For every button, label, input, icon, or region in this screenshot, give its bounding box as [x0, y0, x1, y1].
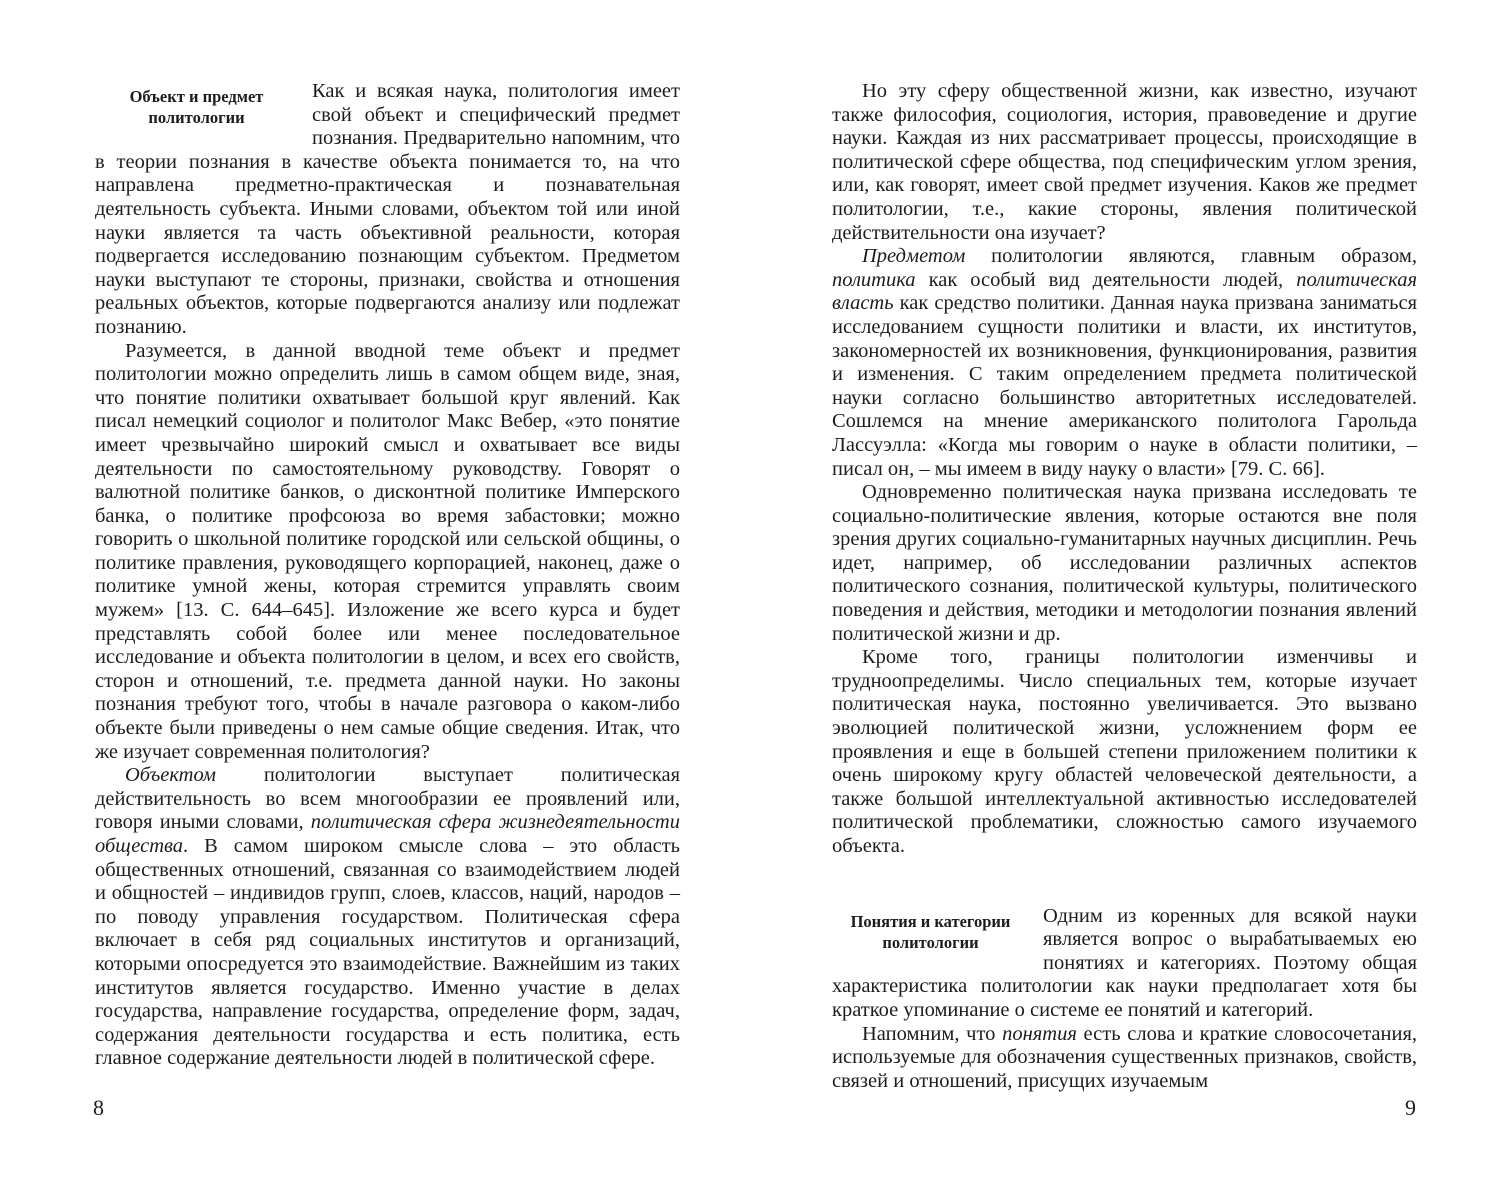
paragraph [95, 764, 680, 1071]
body-text: политологии являются, главным образом, [965, 245, 1417, 268]
paragraph [832, 80, 1417, 245]
body-text: Напомним, что [862, 1022, 1003, 1045]
paragraph [832, 1023, 1417, 1094]
body-text: Разумеется, в данной вводной теме объект и предмет политологии можно определить лишь в самом общем виде, зная, что понятие политики охватывает большой круг явлений. Как писал немецкий социолог и политолог Макс Вебер, «это понятие имеет чрезвычайно широкий смысл и охватывает все виды деятельности по самостоятельному руководству. Говорят о валютной политике банков, о дисконтной политике Имперского банка, о политике профсоюза во время забастовки; можно говорить о школьной политике городской или сельской общины, о политике правления, руководящего корпорацией, наконец, даже о политике умной жены, которая стремится управлять своим мужем» [13. С. 644–645]. Изложение же всего курса и будет представлять собой более или менее последовательное исследование и объекта политологии в целом, и всех его свойств, сторон и отношений, т.е. предмета данной науки. Но законы познания требуют того, чтобы в начале разговора о каком-либо объекте были приведены о нем самые общие сведения. Итак, что же изучает современная политология? [95, 339, 680, 763]
section-spacer [832, 859, 1417, 905]
page-number-right: 9 [1405, 1095, 1416, 1120]
right-page [832, 80, 1417, 1093]
paragraph [832, 481, 1417, 646]
section-heading-object-subject: Объект и предмет политологии [129, 87, 264, 127]
body-text: как особый вид деятельности людей, [915, 268, 1297, 291]
paragraph [832, 646, 1417, 858]
emphasis-text: политика [832, 268, 916, 291]
body-text: Одним из коренных для всякой науки является вопрос о вырабатываемых ею понятиях и категориях. Поэтому общая характеристика политологии как науки предполагает хотя бы краткое упоминание о системе ее понятий и категорий. [832, 904, 1417, 1021]
emphasis-text: Предметом [862, 245, 966, 268]
body-text: как средство политики. Данная наука призвана заниматься исследованием сущности политики и власти, их институтов, закономерностей их возникновения, функционирования, развития и изменения. С таким определением предмета политической науки согласно большинство авторитетных исследователей. Сошлемся на мнение американского политолога Гарольда Лассуэлла: «Когда мы говорим о науке в области политики, – писал он, – мы имеем в виду науку о власти» [79. С. 66]. [832, 292, 1417, 480]
paragraph [832, 245, 1417, 481]
body-text: политологии выступает политическая действительность во всем многообразии ее проявлений или, говоря иными словами, [95, 764, 680, 834]
emphasis-text: политическая власть [832, 268, 1417, 315]
emphasis-text: понятия [1002, 1022, 1077, 1045]
left-page [95, 80, 680, 1071]
body-text: Одновременно политическая наука призвана исследовать те социально-политические явления, которые остаются вне поля зрения других социально-гуманитарных научных дисциплин. Речь идет, например, об исследовании различных аспектов политического сознания, политической культуры, политического поведения и действия, методики и методологии познания явлений политической жизни и др. [832, 481, 1417, 645]
body-text: Как и всякая наука, политология имеет свой объект и специфический предмет познания. Предварительно напомним, что в теории познания в качестве объекта понимается то, на что направлена предметно-практическая и познавательная деятельность субъекта. Иными словами, объектом той или иной науки является та часть объективной реальности, которая подвергается исследованию познающим субъектом. Предметом науки выступают те стороны, признаки, свойства и отношения реальных объектов, которые подвергаются анализу или подлежат познанию. [95, 80, 680, 338]
page-number-left: 8 [93, 1095, 104, 1120]
body-text: Но эту сферу общественной жизни, как известно, изучают также философия, социология, история, правоведение и другие науки. Каждая из них рассматривает процессы, происходящие в политической сфере общества, под специфическим углом зрения, или, как говорят, имеет свой предмет изучения. Каков же предмет политологии, т.е., какие стороны, явления политической действительности она изучает? [832, 80, 1417, 244]
body-text: есть слова и краткие словосочетания, используемые для обозначения существенных признаков, свойств, связей и отношений, присущих изучаемым [832, 1022, 1417, 1092]
body-text: Кроме того, границы политологии изменчивы и трудноопределимы. Число специальных тем, которые изучает политическая наука, постоянно увеличивается. Это вызвано эволюцией политической жизни, усложнением форм ее проявления и еще в большей степени приложением политики к очень широкому кругу областей человеческой деятельности, а также большой интеллектуальной активностью исследователей политической проблематики, сложностью самого изучаемого объекта. [832, 646, 1417, 857]
emphasis-text: политическая сфера жизнедеятельности общества [95, 811, 680, 857]
body-text: . В самом широком смысле слова – это область общественных отношений, связанная со взаимодействием людей и общностей – индивидов групп, слоев, классов, наций, народов – по поводу управления государством. Политическая сфера включает в себя ряд социальных институтов и организаций, которыми опосредуется это взаимодействие. Важнейшим из таких институтов является государство. Именно участие в делах государства, направление государства, определение форм, задач, содержания деятельности государства и есть политика, есть главное содержание деятельности людей в политической сфере. [95, 835, 680, 1070]
paragraph [95, 340, 680, 765]
section-heading-concepts-categories: Понятия и категории политологии [850, 911, 1011, 952]
emphasis-text: Объектом [125, 764, 217, 787]
